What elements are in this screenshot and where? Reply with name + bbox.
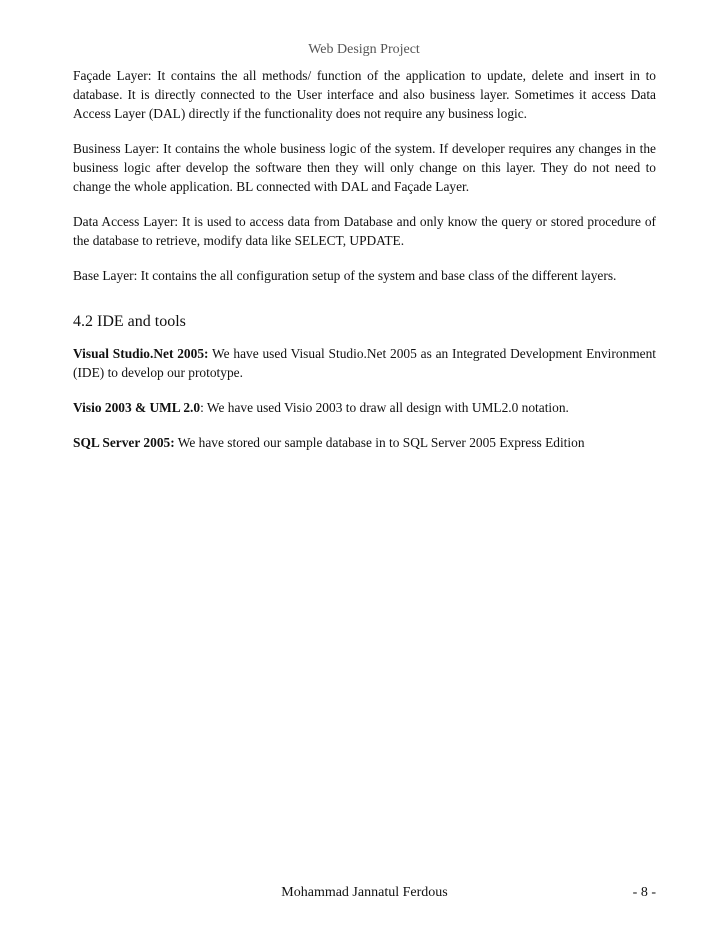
tool-term: Visio 2003 & UML 2.0 (73, 400, 201, 415)
page-number: - 8 - (632, 885, 656, 900)
document-body (73, 66, 656, 468)
section-heading: 4.2 IDE and tools (73, 313, 186, 330)
facade-layer-paragraph: Façade Layer: It contains the all methods/ function of the application to update, delete and insert in to database. It is directly connected to the User interface and also business layer. Sometimes it access Data Access Layer (DAL) directly if the functionality does not require any business logic. (73, 68, 656, 121)
page-footer (73, 883, 656, 903)
tool-description: We have stored our sample database in to SQL Server 2005 Express Edition (174, 435, 585, 450)
tool-visual-studio-paragraph (73, 344, 656, 382)
tool-sql-server-paragraph (73, 433, 656, 452)
tool-term: Visual Studio.Net 2005: (73, 346, 209, 361)
business-layer-paragraph: Business Layer: It contains the whole business logic of the system. If developer requires any changes in the business logic after develop the software then they will only change on this layer. They do not need to change the whole application. BL connected with DAL and Façade Layer. (73, 141, 656, 194)
footer-author: Mohammad Jannatul Ferdous (281, 885, 448, 900)
header-title: Web Design Project (308, 42, 420, 57)
tool-term: SQL Server 2005: (73, 435, 175, 450)
tool-visio-paragraph (73, 398, 656, 417)
tool-description: We have used Visual Studio.Net 2005 as an Integrated Development Environment (IDE) to develop our prototype. (73, 346, 657, 380)
tool-description: : We have used Visio 2003 to draw all design with UML2.0 notation. (200, 400, 569, 415)
page-header (0, 41, 728, 58)
base-layer-paragraph: Base Layer: It contains the all configuration setup of the system and base class of the different layers. (73, 268, 617, 283)
data-access-layer-paragraph: Data Access Layer: It is used to access data from Database and only know the query or stored procedure of the database to retrieve, modify data like SELECT, UPDATE. (73, 214, 656, 248)
